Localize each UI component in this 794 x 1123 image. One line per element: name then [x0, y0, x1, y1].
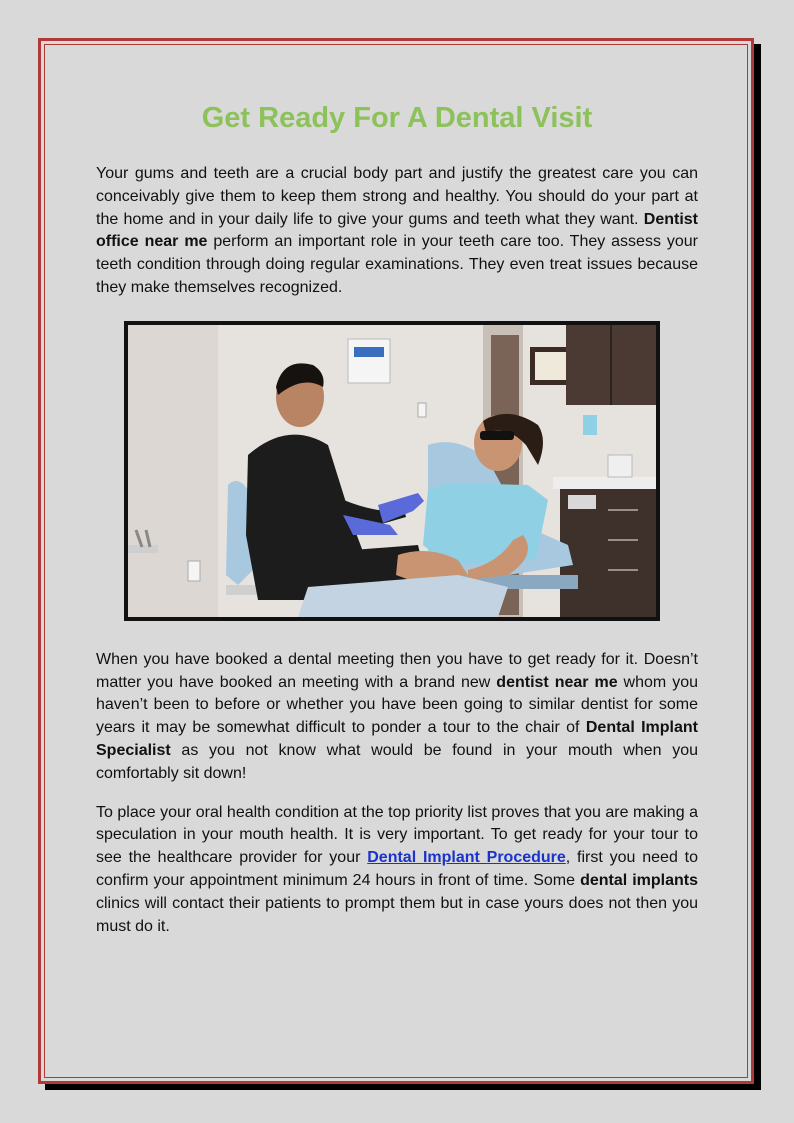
dentist-photo — [124, 321, 660, 621]
text-span: Your gums and teeth are a crucial body part and justify the greatest care you can conceivably give them to keep them strong and healthy. You should do your part at the home and in your daily life to give your gums and teeth what they want. — [96, 165, 698, 228]
bold-keyword: dentist near me — [496, 673, 618, 691]
page-title: Get Ready For A Dental Visit — [201, 102, 593, 134]
paragraph-intro — [96, 163, 698, 300]
paragraph-priority — [96, 802, 698, 939]
paragraph-booking — [96, 649, 698, 786]
bold-keyword: Dentist office near me — [96, 210, 698, 251]
text-span: To place your oral health condition at the top priority list proves that you are making a speculation in your mouth health. It is very important. To get ready for your tour to see the healthcare provider for your — [96, 803, 698, 867]
document-body — [96, 98, 698, 938]
text-span: perform an important role in your teeth care too. They assess your teeth condition through doing regular examinations. They even treat issues because they make themselves recognized. — [96, 233, 699, 296]
text-span: clinics will contact their patients to prompt them but in case yours does not then you must do it. — [96, 894, 698, 935]
text-span: When you have booked a dental meeting then you have to get ready for it. Doesn’t matter you have booked an meeting with a brand new — [96, 650, 698, 691]
dental-implant-procedure-link[interactable]: Dental Implant Procedure — [367, 849, 566, 867]
dentist-with-patient-photo-icon — [128, 325, 656, 617]
text-span: whom you haven’t been to before or whether you have been going to similar dentist for some years it may be somewhat difficult to ponder a tour to the chair of — [96, 673, 698, 737]
text-span: , first you need to confirm your appointment minimum 24 hours in front of time. Some — [96, 849, 698, 889]
bold-keyword: Dental Implant Specialist — [96, 719, 699, 759]
bold-keyword: dental implants — [580, 871, 699, 889]
text-span: as you not know what would be found in your mouth when you comfortably sit down! — [96, 741, 698, 782]
